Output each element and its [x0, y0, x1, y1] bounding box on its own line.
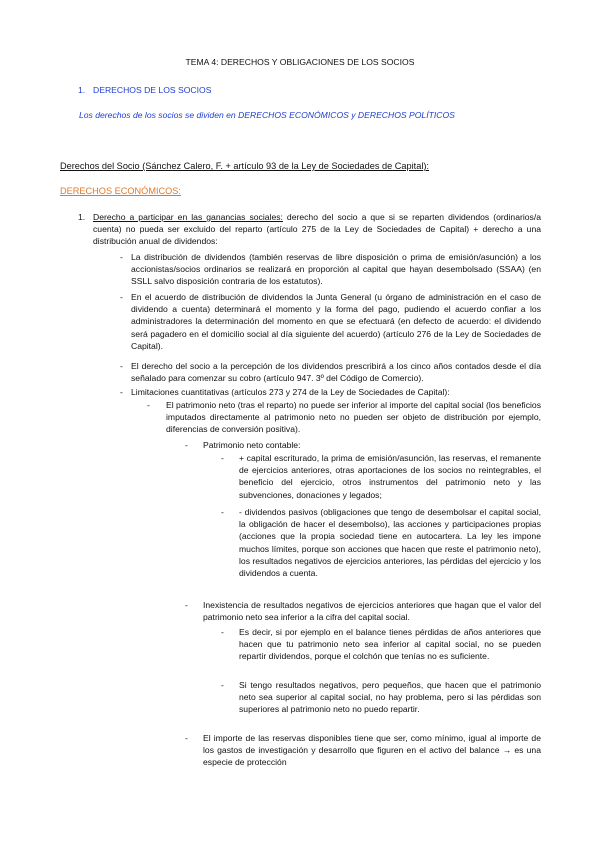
bullet-marker: -: [120, 252, 123, 262]
sub-bullet-3: El importe de las reservas disponibles tiene que ser, como mínimo, igual al importe de los gastos de investigación y desarrollo que figuren en el activo del balance → es una especie de protección: [203, 733, 541, 768]
bullet-1: La distribución de dividendos (también reservas de libre disposición o prima de emisión/asunción) a los accionistas/socios ordinarios se realizará en proporción al capital que hayan desembolsado (SSAA) (en SSLL salvo disposición contraria de los estatutos).: [131, 252, 541, 287]
sub-sub-bullet-marker: -: [185, 600, 188, 610]
item-1-paragraph: [93, 211, 541, 248]
level4-marker: -: [221, 680, 224, 690]
sub-bullet-marker: -: [147, 400, 150, 410]
document-title: TEMA 4: DERECHOS Y OBLIGACIONES DE LOS SOCIOS: [185, 57, 415, 67]
sub-bullet-2: Inexistencia de resultados negativos de ejercicios anteriores que hagan que el valor del patrimonio neto sea inferior a la cifra del capital social.: [203, 600, 541, 623]
section-number: 1.: [78, 85, 86, 95]
economic-rights-heading: DERECHOS ECONÓMICOS:: [60, 186, 181, 196]
sub-bullet-1: El patrimonio neto (tras el reparto) no puede ser inferior al importe del capital social (los beneficios imputados directamente al patrimonio neto no pueden ser objeto de distribución por ejemplo, diferencias de conversión positiva).: [166, 400, 541, 435]
item-1-text: derecho del socio a que si se reparten dividendos (ordinarios/a cuenta) no pueda ser excluido del reparto (artículo 275 de la Ley de Sociedades de Capital) + derecho a una distribución anual de dividendos:: [93, 212, 541, 247]
bullet-2: En el acuerdo de distribución de dividendos la Junta General (u órgano de administración en el caso de dividendo a cuenta) determinará el momento y la forma del pago, pudiendo el acuerdo confiar a los administradores la determinación del momento en que se efectuará (en defecto de acuerdo: el dividendo será pagadero en el domicilio social al día siguiente del acuerdo) (artículo 276 de la Ley de Sociedades de Capital).: [131, 292, 541, 351]
bullet-marker: -: [120, 292, 123, 302]
net-equity-label: Patrimonio neto contable:: [203, 440, 301, 450]
item-1-lead: Derecho a participar en las ganancias sociales:: [93, 212, 283, 222]
item-number: 1.: [78, 212, 86, 222]
sub2-item-2: Si tengo resultados negativos, pero pequeños, que hacen que el patrimonio neto sea superior al capital social, no hay problema, pero si las pérdidas son superiores al patrimonio neto no puedo repartir.: [239, 680, 541, 715]
section-heading: DERECHOS DE LOS SOCIOS: [93, 85, 212, 95]
sub2-item-1: Es decir, si por ejemplo en el balance tienes pérdidas de años anteriores que hacen que tu patrimonio neto sea inferior al capital social, no se pueden repartir dividendos, porque el colchón que tenías no es suficiente.: [239, 627, 541, 662]
bullet-4: Limitaciones cuantitativas (artículos 273 y 274 de la Ley de Sociedades de Capital):: [131, 387, 450, 397]
bullet-3: El derecho del socio a la percepción de los dividendos prescribirá a los cinco años contados desde el día señalado para comenzar su cobro (artículo 947. 3º del Código de Comercio).: [131, 361, 541, 384]
source-heading: Derechos del Socio (Sánchez Calero, F. + artículo 93 de la Ley de Sociedades de Capital):: [60, 161, 429, 171]
bullet-marker: -: [120, 387, 123, 397]
level4-marker: -: [221, 627, 224, 637]
level4-marker: -: [221, 507, 224, 517]
net-equity-item-2: - dividendos pasivos (obligaciones que tengo de desembolsar el capital social, la obligación de hacer el desembolso), las acciones y participaciones propias (acciones que la propia sociedad tiene en autocartera. La ley les impone muchos límites, porque son acciones que hacen que reste el patrimonio neto), los resultados negativos de ejercicios anteriores, las pérdidas del ejercicio y los dividendos a cuenta.: [239, 507, 541, 579]
intro-line: Los derechos de los socios se dividen en DERECHOS ECONÓMICOS y DERECHOS POLÍTICOS: [79, 110, 455, 120]
net-equity-item-1: + capital escriturado, la prima de emisión/asunción, las reservas, el remanente de ejercicios anteriores, otras aportaciones de los socios no reintegrables, el beneficio del ejercicio, otros instrumentos del patrimonio neto y las subvenciones, donaciones y legados;: [239, 453, 541, 500]
sub-sub-bullet-marker: -: [185, 440, 188, 450]
level4-marker: -: [221, 453, 224, 463]
sub-sub-bullet-marker: -: [185, 733, 188, 743]
bullet-marker: -: [120, 361, 123, 371]
